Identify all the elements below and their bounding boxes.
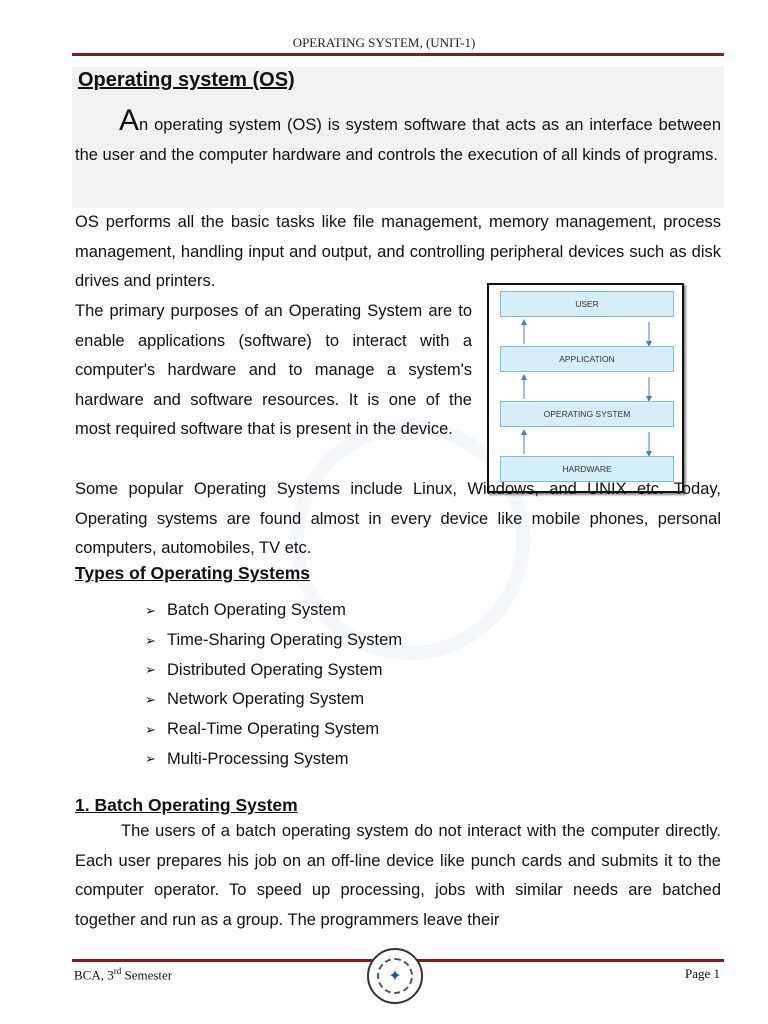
paragraph-purposes: The primary purposes of an Operating System are to enable applications (software) to interact with a computer's hardware and to manage a system's hardware and software resources. It is one of the most required software that is present in the device. xyxy=(75,302,472,438)
arrow-bullet-icon: ➢ xyxy=(145,721,156,737)
list-item: ➢ Batch Operating System xyxy=(145,601,346,620)
paragraph-basic-tasks: OS performs all the basic tasks like file management, memory management, process management, handling input and output, and controlling peripheral devices such as disk drives and printers. xyxy=(75,213,721,290)
section-title: Operating system (OS) xyxy=(78,69,295,91)
types-list xyxy=(145,596,402,774)
batch-paragraph: The users of a batch operating system do not interact with the computer directly. Each user prepares his job on an off-line device like punch cards and submits it to the computer operator. To speed up processing, jobs with similar needs are batched together and run as a group. The programmers leave their xyxy=(75,822,721,929)
list-item: ➢ Distributed Operating System xyxy=(145,660,383,679)
os-layer-diagram xyxy=(487,283,684,493)
logo-emblem-icon: ✦ xyxy=(377,958,413,994)
list-item: ➢ Real-Time Operating System xyxy=(145,720,380,739)
arrow-bullet-icon: ➢ xyxy=(145,691,156,707)
footer-course: BCA, 3rd Semester xyxy=(74,966,173,983)
college-logo xyxy=(367,948,423,1004)
page-header: OPERATING SYSTEM, (UNIT-1) xyxy=(292,35,476,50)
layer-hardware: HARDWARE xyxy=(500,456,674,482)
layer-application: APPLICATION xyxy=(500,346,674,372)
arrow-bullet-icon: ➢ xyxy=(145,602,156,618)
arrow-bullet-icon: ➢ xyxy=(145,632,156,648)
drop-cap: A xyxy=(119,104,140,137)
header-rule xyxy=(72,53,724,56)
intro-paragraph xyxy=(75,106,721,170)
batch-heading: 1. Batch Operating System xyxy=(75,795,298,815)
page-number: Page 1 xyxy=(684,966,720,981)
layer-user: USER xyxy=(500,291,674,317)
arrow-bullet-icon: ➢ xyxy=(145,751,156,767)
types-heading: Types of Operating Systems xyxy=(75,563,311,583)
list-item: ➢ Network Operating System xyxy=(145,690,365,709)
list-item: ➢ Multi-Processing System xyxy=(145,749,349,768)
paragraph-popular-os: Some popular Operating Systems include Linux, Windows, and UNIX etc. Today, Operating systems are found almost in every device like mobile phones, personal computers, automobiles, TV etc. xyxy=(75,480,721,557)
intro-text: n operating system (OS) is system software that acts as an interface between the user and the computer hardware and controls the execution of all kinds of programs. xyxy=(75,116,721,164)
arrow-bullet-icon: ➢ xyxy=(145,662,156,678)
layer-operating-system: OPERATING SYSTEM xyxy=(500,401,674,427)
list-item: ➢ Time-Sharing Operating System xyxy=(145,631,403,650)
